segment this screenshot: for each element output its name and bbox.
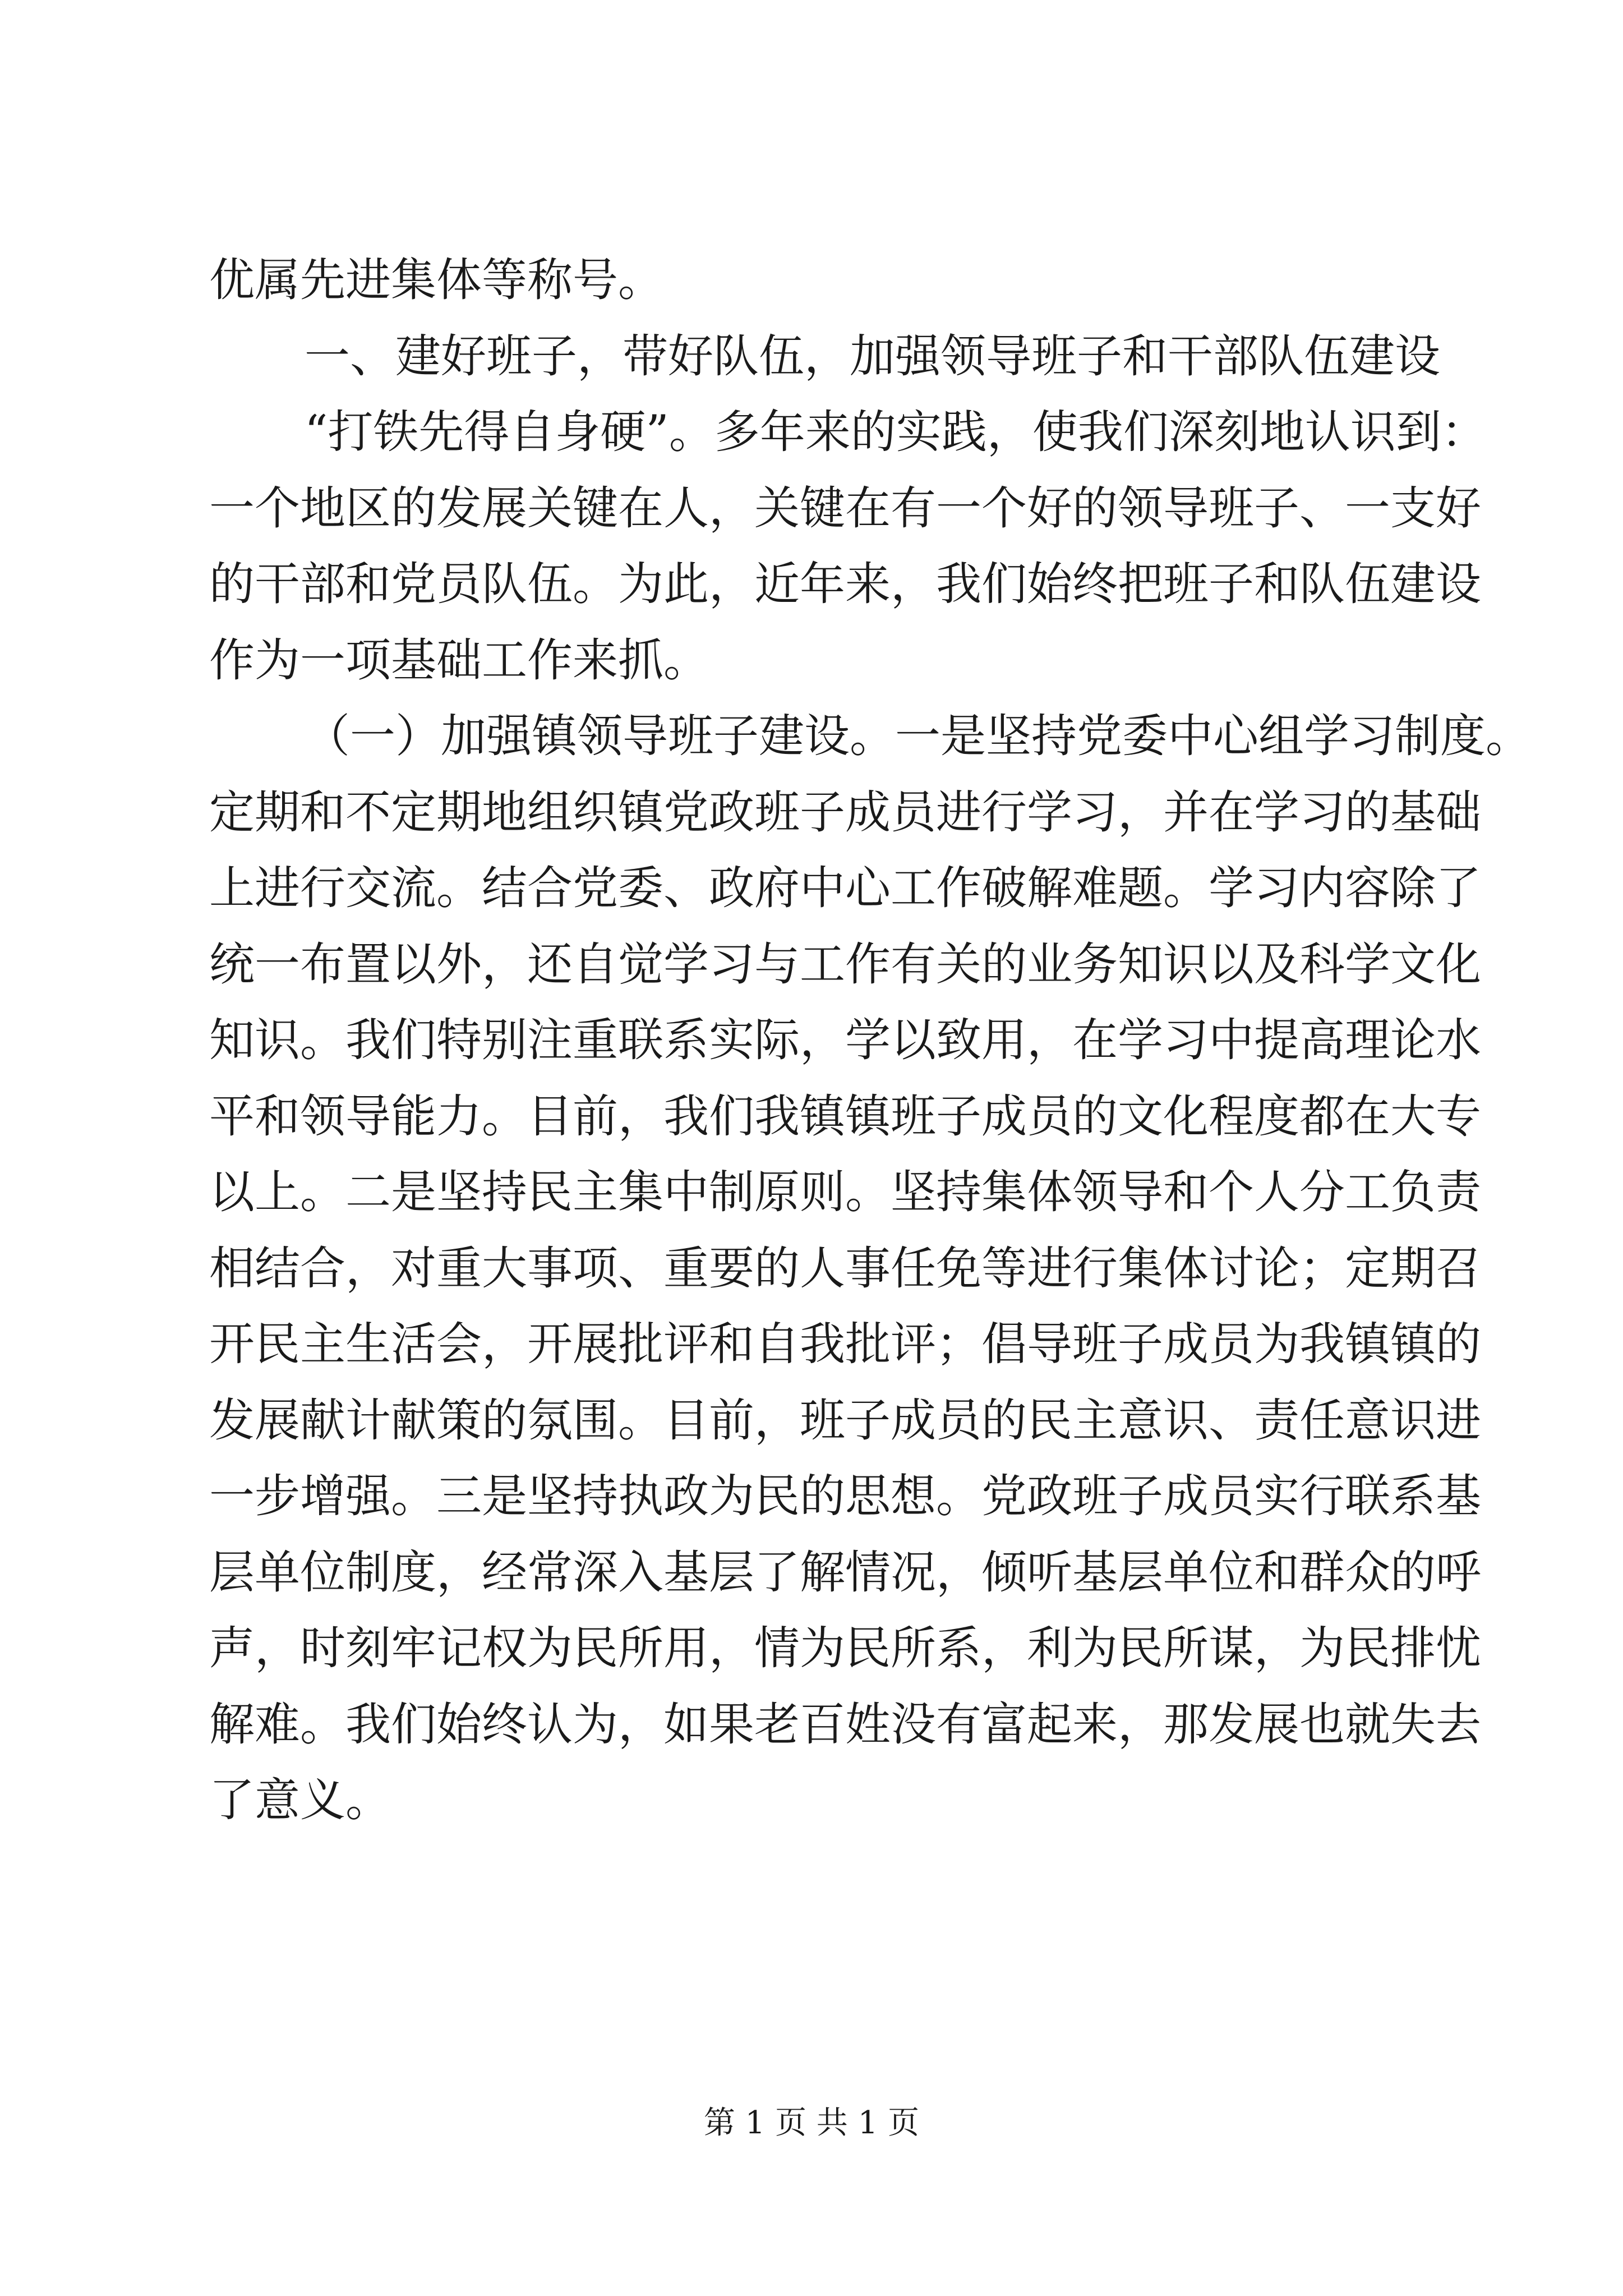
text-line: （一）加强镇领导班子建设。一是坚持党委中心组学习制度。 bbox=[305, 710, 1532, 763]
text-line: 以上。二是坚持民主集中制原则。坚持集体领导和个人分工负责 bbox=[209, 1166, 1482, 1219]
text-line: 作为一项基础工作来抓。 bbox=[209, 634, 709, 687]
text-line: 一个地区的发展关键在人，关键在有一个好的领导班子、一支好 bbox=[209, 482, 1482, 535]
text-line: “打铁先得自身硬”。多年来的实践，使我们深刻地认识到： bbox=[305, 406, 1487, 459]
text-line: 层单位制度，经常深入基层了解情况，倾听基层单位和群众的呼 bbox=[209, 1547, 1482, 1599]
text-line: 声，时刻牢记权为民所用，情为民所系，利为民所谋，为民排忧 bbox=[209, 1622, 1482, 1675]
text-line: 了意义。 bbox=[209, 1774, 391, 1827]
text-line: 统一布置以外，还自觉学习与工作有关的业务知识以及科学文化 bbox=[209, 938, 1482, 991]
text-line: 上进行交流。结合党委、政府中心工作破解难题。学习内容除了 bbox=[209, 862, 1482, 915]
text-line: 发展献计献策的氛围。目前，班子成员的民主意识、责任意识进 bbox=[209, 1395, 1482, 1447]
text-line: 平和领导能力。目前，我们我镇镇班子成员的文化程度都在大专 bbox=[209, 1091, 1482, 1143]
text-line: 解难。我们始终认为，如果老百姓没有富起来，那发展也就失去 bbox=[209, 1699, 1482, 1751]
text-line: 一、建好班子，带好队伍，加强领导班子和干部队伍建设 bbox=[305, 330, 1441, 383]
page-footer: 第 1 页 共 1 页 bbox=[703, 2105, 920, 2141]
text-line: 知识。我们特别注重联系实际，学以致用，在学习中提高理论水 bbox=[209, 1014, 1482, 1067]
text-line: 相结合，对重大事项、重要的人事任免等进行集体讨论；定期召 bbox=[209, 1243, 1482, 1295]
text-line: 一步增强。三是坚持执政为民的思想。党政班子成员实行联系基 bbox=[209, 1470, 1482, 1523]
text-line: 定期和不定期地组织镇党政班子成员进行学习，并在学习的基础 bbox=[209, 786, 1482, 839]
text-line: 优属先进集体等称号。 bbox=[209, 254, 664, 307]
text-line: 的干部和党员队伍。为此，近年来，我们始终把班子和队伍建设 bbox=[209, 558, 1482, 611]
text-line: 开民主生活会，开展批评和自我批评；倡导班子成员为我镇镇的 bbox=[209, 1318, 1482, 1371]
